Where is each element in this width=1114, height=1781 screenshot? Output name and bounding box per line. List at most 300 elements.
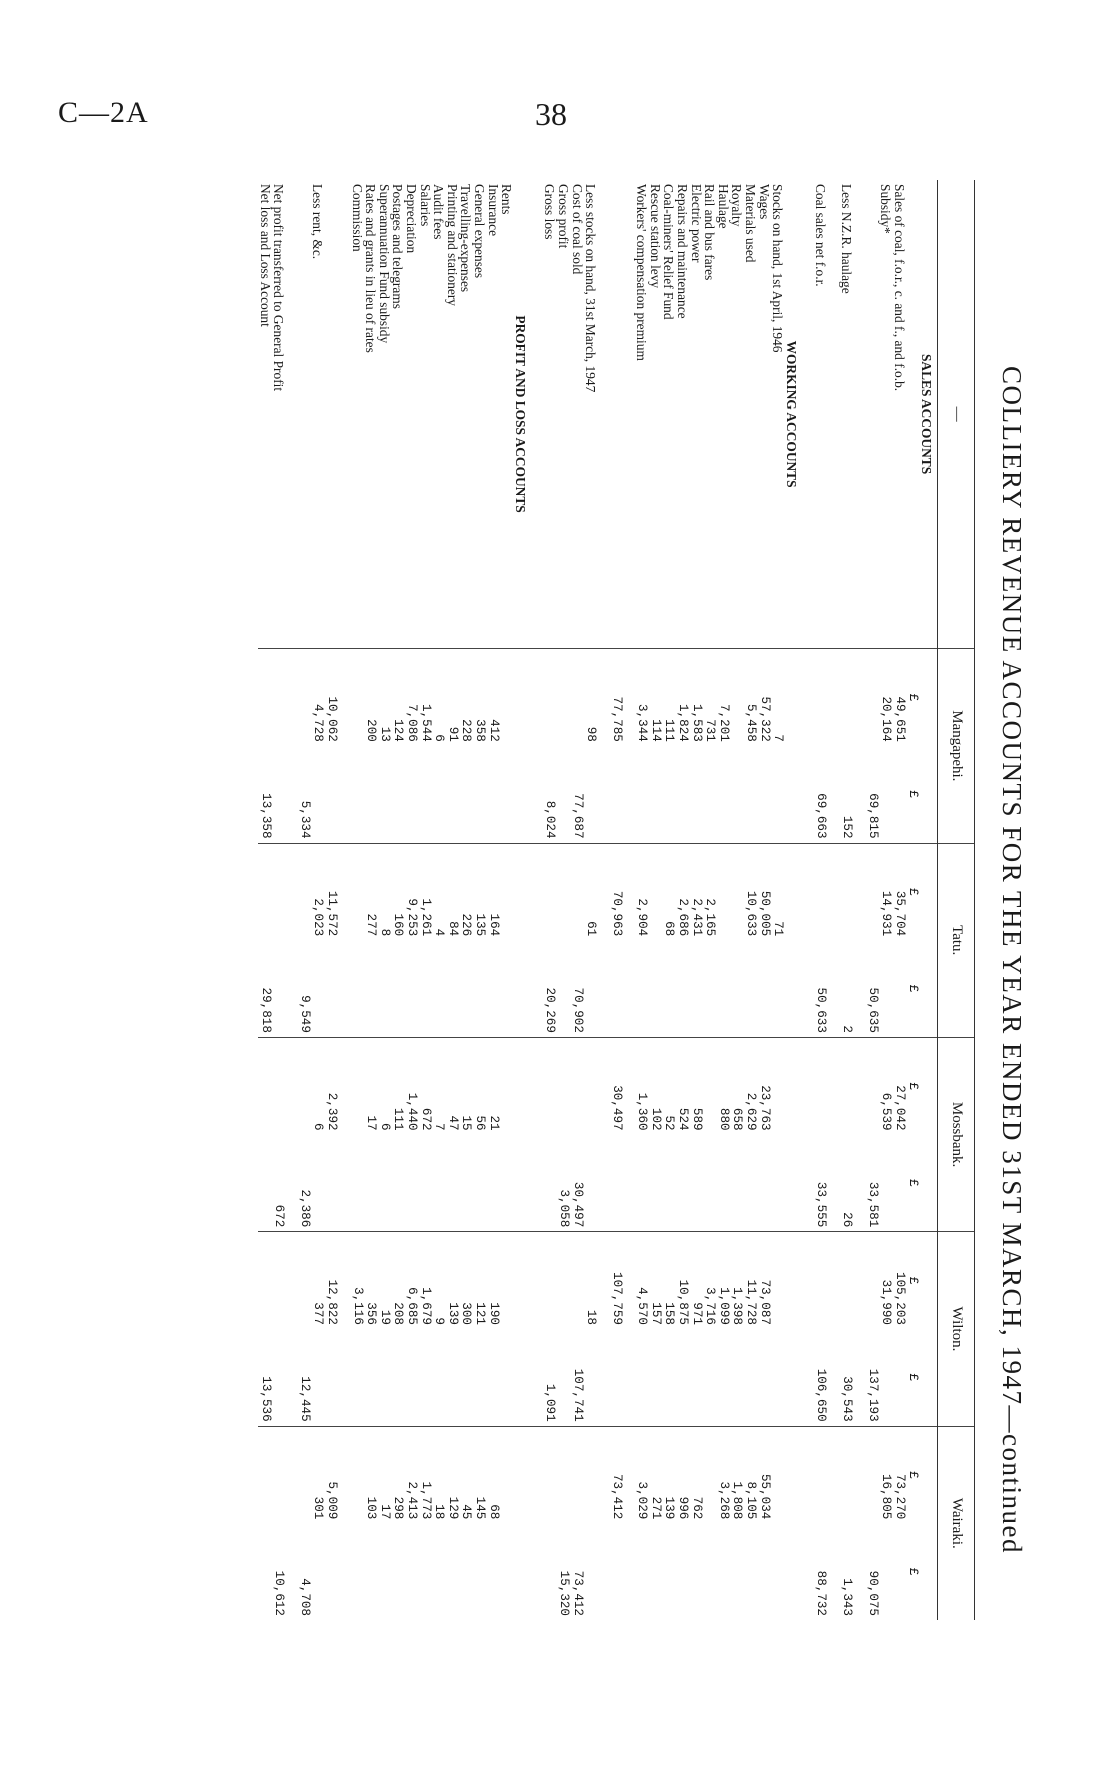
- spacer-cell: [623, 746, 635, 843]
- spacer-cell: [853, 1523, 865, 1620]
- table-cell: [272, 746, 286, 843]
- spacer-cell: [531, 649, 543, 746]
- table-cell: 17: [377, 1426, 391, 1523]
- table-cell: [364, 746, 378, 843]
- table-cell: 14,931: [879, 843, 893, 940]
- table-cell: 70,963: [609, 843, 623, 940]
- spacer-cell: [623, 1135, 635, 1232]
- table-cell: 7: [771, 649, 785, 746]
- table-cell: [556, 649, 570, 746]
- table-cell: [662, 940, 676, 1037]
- table-cell: 1,773: [418, 1426, 432, 1523]
- table-cell: 3,058: [556, 1189, 571, 1228]
- report-code: C—2A: [58, 96, 149, 129]
- table-cell: [703, 746, 717, 843]
- table-cell: 10,062: [324, 649, 338, 746]
- table-cell: [350, 746, 364, 843]
- table-cell: [730, 940, 744, 1037]
- table-row: [459, 180, 473, 1620]
- table-cell: 8,024: [543, 800, 558, 839]
- spacer-cell: [784, 1523, 802, 1620]
- table-cell: [771, 940, 785, 1037]
- table-cell: 1,360: [635, 1037, 649, 1134]
- table-row: [730, 180, 744, 1620]
- table-cell: [432, 1329, 446, 1426]
- table-cell: [500, 1523, 514, 1620]
- table-cell: 9,549: [297, 995, 312, 1033]
- spacer-cell: [338, 1329, 350, 1426]
- table-cell: [311, 1329, 325, 1426]
- spacer-cell: [802, 1232, 814, 1329]
- table-cell: 107,741: [570, 1368, 585, 1422]
- row-label: Rescue station levy: [647, 184, 663, 289]
- table-cell: 26: [840, 1212, 855, 1228]
- table-row: [297, 180, 311, 1620]
- table-cell: [716, 1523, 730, 1620]
- table-cell: [556, 940, 570, 1037]
- table-cell: [865, 1426, 879, 1523]
- table-cell: [648, 1135, 662, 1232]
- spacer-cell: [513, 1135, 531, 1232]
- table-row: [865, 180, 879, 1620]
- table-cell: [662, 1135, 676, 1232]
- table-row: [377, 180, 391, 1620]
- table-cell: 111: [391, 1037, 405, 1134]
- spacer-cell: [513, 1329, 531, 1426]
- table-cell: [258, 1037, 272, 1134]
- spacer-cell: [919, 1037, 937, 1134]
- spacer-cell: [338, 1037, 350, 1134]
- spacer-cell: [285, 1426, 297, 1523]
- spacer-cell: [285, 1329, 297, 1426]
- unit-symbol: £: [906, 1179, 921, 1187]
- table-cell: [404, 940, 418, 1037]
- table-cell: [486, 940, 500, 1037]
- table-cell: [404, 746, 418, 843]
- table-cell: 298: [391, 1426, 405, 1523]
- table-cell: 135: [472, 843, 486, 940]
- table-cell: 2,686: [676, 843, 690, 940]
- spacer-cell: [285, 1037, 297, 1134]
- spacer-cell: [827, 843, 839, 940]
- table-cell: 271: [648, 1426, 662, 1523]
- section-profit-loss: [513, 180, 531, 1620]
- table-cell: [730, 1523, 744, 1620]
- table-cell: [258, 1426, 272, 1523]
- table-cell: [500, 843, 514, 940]
- spacer-cell: [802, 940, 814, 1037]
- spacer-row: [597, 180, 609, 1620]
- table-cell: [324, 1523, 338, 1620]
- table-cell: 33,581: [865, 1181, 880, 1228]
- table-cell: [556, 1232, 570, 1329]
- table-title: COLLIERY REVENUE ACCOUNTS FOR THE YEAR ENDED 31ST MARCH, 1947—continued: [997, 365, 1027, 1555]
- table-cell: 2,386: [297, 1189, 312, 1228]
- table-cell: 731: [703, 649, 717, 746]
- table-cell: [391, 1523, 405, 1620]
- table-cell: 103: [364, 1426, 378, 1523]
- table-cell: [324, 1329, 338, 1426]
- table-row: [703, 180, 717, 1620]
- table-cell: 2,431: [689, 843, 703, 940]
- table-cell: [730, 746, 744, 843]
- table-cell: [635, 1329, 649, 1426]
- table-cell: [445, 1329, 459, 1426]
- table-cell: 30,497: [570, 1181, 585, 1228]
- table-cell: 2,165: [703, 843, 717, 940]
- section-heading: SALES ACCOUNTS: [919, 353, 934, 475]
- table-cell: [500, 940, 514, 1037]
- table-cell: [570, 1037, 584, 1134]
- row-label: Net profit transferred to General Profit: [271, 184, 287, 392]
- table-cell: 111: [662, 649, 676, 746]
- table-cell: 98: [584, 649, 598, 746]
- page-number: 38: [535, 96, 567, 132]
- table-cell: 1,824: [676, 649, 690, 746]
- table-cell: [258, 1523, 272, 1620]
- spacer-cell: [827, 1523, 839, 1620]
- table-cell: [743, 1329, 757, 1426]
- spacer-cell: [853, 1232, 865, 1329]
- table-row: [364, 180, 378, 1620]
- table-cell: 13,536: [258, 1376, 273, 1422]
- table-cell: [689, 940, 703, 1037]
- table-row: [839, 180, 853, 1620]
- table-row: [432, 180, 446, 1620]
- column-header-row: [938, 180, 975, 1620]
- table-cell: 7,086: [404, 649, 418, 746]
- table-cell: 88,732: [814, 1570, 829, 1616]
- spacer-row: [853, 180, 865, 1620]
- table-cell: [584, 940, 598, 1037]
- table-cell: [486, 1523, 500, 1620]
- spacer-cell: [827, 940, 839, 1037]
- spacer-cell: [513, 940, 531, 1037]
- table-cell: 277: [364, 843, 378, 940]
- row-label: Salaries: [417, 184, 433, 227]
- table-cell: 1,099: [716, 1232, 730, 1329]
- row-label: Electric power: [688, 184, 704, 263]
- row-label: Postages and telegrams: [390, 184, 406, 309]
- table-cell: [272, 1232, 286, 1329]
- spacer-cell: [802, 1135, 814, 1232]
- spacer-cell: [338, 843, 350, 940]
- row-label: Printing and stationery: [444, 184, 460, 306]
- table-cell: 1,808: [730, 1426, 744, 1523]
- table-cell: [311, 940, 325, 1037]
- table-cell: [418, 1523, 432, 1620]
- table-cell: 124: [391, 649, 405, 746]
- table-cell: [472, 1135, 486, 1232]
- table-cell: [350, 1329, 364, 1426]
- table-cell: [814, 843, 828, 940]
- spacer-cell: [827, 1329, 839, 1426]
- table-cell: [418, 746, 432, 843]
- table-cell: [716, 1329, 730, 1426]
- table-cell: [814, 1232, 828, 1329]
- table-row: [258, 180, 272, 1620]
- table-cell: 91: [445, 649, 459, 746]
- table-cell: [771, 1426, 785, 1523]
- table-cell: [391, 746, 405, 843]
- table-cell: 158: [662, 1232, 676, 1329]
- table-cell: 106,650: [814, 1368, 829, 1422]
- table-cell: 524: [676, 1037, 690, 1134]
- table-cell: [662, 1329, 676, 1426]
- table-cell: 12,822: [324, 1232, 338, 1329]
- table-cell: 157: [648, 1232, 662, 1329]
- spacer-cell: [853, 746, 865, 843]
- table-cell: [865, 1037, 879, 1134]
- spacer-cell: [623, 1037, 635, 1134]
- table-cell: 15,320: [556, 1570, 571, 1616]
- table-row: [486, 180, 500, 1620]
- table-cell: 228: [459, 649, 473, 746]
- table-cell: [743, 940, 757, 1037]
- spacer-cell: [597, 940, 609, 1037]
- row-label: Cost of coal sold: [569, 184, 585, 275]
- row-label: Repairs and maintenance: [675, 184, 691, 319]
- spacer-cell: [919, 1426, 937, 1523]
- table-cell: 50,005: [757, 843, 771, 940]
- spacer-cell: [802, 746, 814, 843]
- table-cell: 589: [689, 1037, 703, 1134]
- spacer-cell: [623, 940, 635, 1037]
- spacer-cell: [919, 1135, 937, 1232]
- row-label: Subsidy*: [878, 184, 894, 234]
- spacer-cell: [853, 180, 865, 649]
- table-cell: [472, 746, 486, 843]
- row-label: Gross loss: [542, 184, 558, 240]
- row-label: Wages: [756, 184, 772, 220]
- spacer-cell: [919, 1523, 937, 1620]
- column-header-tatu: Tatu.: [938, 843, 975, 1037]
- section-sales: [919, 180, 937, 1620]
- spacer-cell: [531, 1037, 543, 1134]
- table-cell: 90,075: [865, 1570, 880, 1616]
- table-cell: [500, 1329, 514, 1426]
- table-cell: 69,663: [814, 793, 829, 839]
- table-cell: 7,201: [716, 649, 730, 746]
- table-cell: 2,413: [404, 1426, 418, 1523]
- table-cell: 6: [377, 1037, 391, 1134]
- table-cell: [543, 1426, 557, 1523]
- table-cell: 358: [472, 649, 486, 746]
- table-cell: 3,268: [716, 1426, 730, 1523]
- row-label: Rail and bus fares: [702, 184, 718, 281]
- table-cell: [364, 1523, 378, 1620]
- table-cell: 15: [459, 1037, 473, 1134]
- table-cell: [584, 1329, 598, 1426]
- table-cell: [445, 1523, 459, 1620]
- table-row: [556, 180, 570, 1620]
- table-cell: [892, 1135, 906, 1232]
- spacer-cell: [513, 1037, 531, 1134]
- table-cell: 69,815: [865, 793, 880, 839]
- table-row: [609, 180, 623, 1620]
- spacer-cell: [285, 843, 297, 940]
- table-cell: 61: [584, 843, 598, 940]
- table-cell: [258, 843, 272, 940]
- table-cell: [543, 1135, 557, 1232]
- table-cell: [703, 1329, 717, 1426]
- row-label: Net loss and Loss Account: [257, 184, 273, 327]
- spacer-row: [623, 180, 635, 1620]
- table-cell: [879, 1135, 893, 1232]
- table-cell: [324, 940, 338, 1037]
- table-cell: [297, 1426, 311, 1523]
- table-cell: [676, 1135, 690, 1232]
- spacer-cell: [784, 843, 802, 940]
- table-cell: [418, 1135, 432, 1232]
- table-cell: 31,990: [879, 1232, 893, 1329]
- table-cell: [364, 940, 378, 1037]
- table-row: [689, 180, 703, 1620]
- spacer-cell: [513, 746, 531, 843]
- table-cell: 6,685: [404, 1232, 418, 1329]
- table-cell: [635, 940, 649, 1037]
- table-cell: 68: [486, 1426, 500, 1523]
- spacer-cell: [531, 940, 543, 1037]
- table-cell: [716, 940, 730, 1037]
- table-cell: 102: [648, 1037, 662, 1134]
- table-cell: [543, 1037, 557, 1134]
- table-cell: 301: [311, 1426, 325, 1523]
- table-row: [445, 180, 459, 1620]
- table-cell: [272, 1426, 286, 1523]
- table-cell: [757, 940, 771, 1037]
- table-cell: 3,116: [350, 1232, 364, 1329]
- table-cell: [839, 1037, 853, 1134]
- table-cell: [364, 1329, 378, 1426]
- spacer-cell: [285, 1523, 297, 1620]
- spacer-cell: [285, 940, 297, 1037]
- table-cell: [676, 746, 690, 843]
- table-cell: 70,902: [570, 987, 585, 1033]
- table-cell: [676, 1523, 690, 1620]
- row-label: Royalty: [729, 184, 745, 227]
- table-cell: [648, 940, 662, 1037]
- column-header-wilton: Wilton.: [938, 1232, 975, 1426]
- table-cell: [500, 746, 514, 843]
- unit-symbol: £: [906, 1373, 921, 1382]
- spacer-cell: [853, 940, 865, 1037]
- table-cell: 356: [364, 1232, 378, 1329]
- table-cell: [689, 1329, 703, 1426]
- table-row: [391, 180, 405, 1620]
- table-cell: 208: [391, 1232, 405, 1329]
- spacer-cell: [919, 746, 937, 843]
- table-row: [350, 180, 364, 1620]
- spacer-cell: [338, 1426, 350, 1523]
- spacer-row: [802, 180, 814, 1620]
- table-row: [662, 180, 676, 1620]
- table-cell: [272, 1329, 286, 1426]
- table-cell: [272, 649, 286, 746]
- table-cell: [635, 1135, 649, 1232]
- table-cell: [771, 1135, 785, 1232]
- spacer-row: [531, 180, 543, 1620]
- table-cell: [771, 1232, 785, 1329]
- table-cell: 49,651: [892, 649, 906, 746]
- table-cell: 139: [445, 1232, 459, 1329]
- spacer-cell: [802, 1329, 814, 1426]
- spacer-row: [285, 180, 297, 1620]
- spacer-cell: [623, 649, 635, 746]
- table-cell: 1,261: [418, 843, 432, 940]
- table-cell: [771, 746, 785, 843]
- spacer-cell: [802, 843, 814, 940]
- spacer-cell: [623, 1232, 635, 1329]
- spacer-cell: [853, 1329, 865, 1426]
- table-row: [892, 180, 906, 1620]
- table-cell: [543, 1232, 557, 1329]
- table-cell: [730, 843, 744, 940]
- table-cell: [391, 940, 405, 1037]
- table-cell: [839, 843, 853, 940]
- table-cell: [486, 1135, 500, 1232]
- unit-row: [906, 180, 920, 1620]
- spacer-cell: [285, 746, 297, 843]
- table-cell: 23,763: [757, 1037, 771, 1134]
- spacer-cell: [623, 1329, 635, 1426]
- table-cell: 139: [662, 1426, 676, 1523]
- table-cell: [272, 843, 286, 940]
- table-cell: 164: [486, 843, 500, 940]
- table-cell: [635, 1523, 649, 1620]
- spacer-cell: [623, 1523, 635, 1620]
- table-cell: 996: [676, 1426, 690, 1523]
- table-row: [648, 180, 662, 1620]
- spacer-cell: [827, 180, 839, 649]
- table-cell: [418, 1329, 432, 1426]
- table-cell: 55,034: [757, 1426, 771, 1523]
- spacer-cell: [597, 180, 609, 649]
- table-cell: [472, 1523, 486, 1620]
- table-cell: [676, 940, 690, 1037]
- spacer-cell: [784, 1037, 802, 1134]
- table-cell: 77,785: [609, 649, 623, 746]
- table-cell: [892, 940, 906, 1037]
- spacer-cell: [784, 649, 802, 746]
- table-cell: [609, 746, 623, 843]
- table-cell: [459, 1523, 473, 1620]
- spacer-cell: [827, 1232, 839, 1329]
- table-cell: 2: [840, 1025, 855, 1033]
- row-label: Sales of coal, f.o.r., c. and f., and f.o.b.: [891, 184, 907, 392]
- table-cell: [404, 1329, 418, 1426]
- spacer-cell: [784, 746, 802, 843]
- spacer-cell: [784, 1135, 802, 1232]
- column-header-mossbank: Mossbank.: [938, 1037, 975, 1231]
- spacer-cell: [853, 843, 865, 940]
- table-cell: [404, 1523, 418, 1620]
- table-cell: [472, 1329, 486, 1426]
- table-cell: [570, 843, 584, 940]
- table-cell: 35,704: [892, 843, 906, 940]
- table-cell: [703, 1523, 717, 1620]
- unit-symbol: £: [906, 790, 921, 798]
- table-body: [258, 180, 937, 1620]
- table-cell: 47: [445, 1037, 459, 1134]
- spacer-cell: [285, 180, 297, 649]
- spacer-cell: [802, 649, 814, 746]
- table-cell: [311, 746, 325, 843]
- spacer-cell: [784, 1232, 802, 1329]
- table-cell: [556, 843, 570, 940]
- spacer-cell: [623, 1426, 635, 1523]
- spacer-cell: [853, 1426, 865, 1523]
